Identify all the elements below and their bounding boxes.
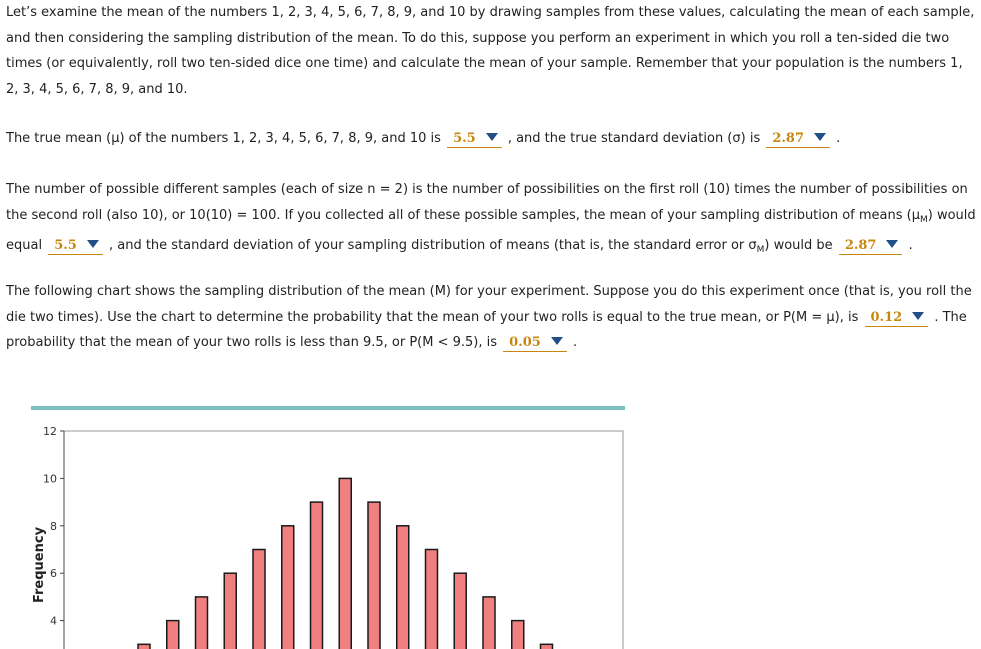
q2-text-a: The number of possible different samples (each of size n = 2) is the number of possibilities on the first roll (10) times the number of possibilities on the second roll (also 10), or 10(10) = 100. If you collected all of these possible samples, the mean of your sampling distribution of means (μ [6, 182, 968, 223]
y-tick-label: 8 [50, 519, 57, 533]
q3-text-b: . The probability that the mean of your two rolls is less than 9.5, or P(M < 9.5), is [6, 309, 967, 350]
bar-7.5 [483, 597, 495, 649]
bar-3 [224, 573, 236, 649]
true-mean-value: 5.5 [453, 131, 476, 146]
subscript-m: M [920, 214, 928, 225]
dropdown-arrow-icon [912, 312, 924, 320]
sampling-mean-value: 5.5 [54, 238, 77, 253]
q3-text-c: . [572, 335, 578, 350]
question-true-mean [6, 126, 976, 152]
bar-6 [397, 526, 409, 649]
bar-7 [454, 573, 466, 649]
bars [138, 478, 553, 649]
y-tick-label: 4 [50, 614, 57, 628]
q3-text-a: The following chart shows the sampling distribution of the mean (M) for your experiment. Suppose you do this experiment once (that is, you roll the die two times). Use the chart to determine the probability that the mean of your two rolls is equal to the true mean, or P(M = μ), is [6, 284, 972, 325]
bar-4.5 [311, 502, 323, 649]
prob-less-dropdown[interactable] [503, 334, 567, 352]
question-sampling-distribution [6, 177, 976, 264]
prob-equal-dropdown[interactable] [865, 309, 929, 327]
subscript-m: M [756, 245, 765, 255]
y-tick-label: 6 [50, 567, 57, 581]
true-sd-dropdown[interactable] [766, 130, 830, 148]
y-tick-label: 12 [43, 425, 57, 438]
bar-6.5 [426, 550, 438, 649]
bar-4 [282, 526, 294, 649]
prob-equal-value: 0.12 [870, 309, 903, 325]
standard-error-value: 2.87 [844, 238, 877, 253]
y-tick-label: 10 [43, 472, 57, 486]
bar-8.5 [541, 644, 553, 649]
q1-text-c: . [836, 131, 841, 146]
standard-error-dropdown[interactable] [839, 237, 903, 255]
dropdown-arrow-icon [87, 240, 99, 248]
sampling-mean-dropdown[interactable] [48, 237, 103, 255]
intro-paragraph: Let’s examine the mean of the numbers 1, 2, 3, 4, 5, 6, 7, 8, 9, and 10 by drawing samples from these values, calculating the mean of each sample, and then considering the sampling distribution of the mean. To do this, suppose you perform an experiment in which you roll a ten-sided die two times (or equivalently, roll two ten-sided dice one time) and calculate the mean of your sample. Remember that your population is the numbers 1, 2, 3, 4, 5, 6, 7, 8, 9, and 10. [6, 5, 975, 97]
q1-text-a: The true mean (μ) of the numbers 1, 2, 3, 4, 5, 6, 7, 8, 9, and 10 is [6, 131, 441, 146]
bar-1.5 [138, 644, 150, 649]
y-axis-label: Frequency [32, 526, 47, 604]
bar-5.5 [368, 502, 380, 649]
question-probability [6, 279, 976, 356]
bar-2.5 [196, 597, 208, 649]
sampling-distribution-chart [0, 395, 981, 649]
bar-8 [512, 621, 524, 649]
chart-top-rule [31, 406, 625, 410]
dropdown-arrow-icon [551, 337, 563, 345]
q1-text-b: , and the true standard deviation (σ) is [507, 131, 761, 146]
q2-text-b: ) would equal [6, 207, 976, 253]
q2-text-d: ) would be [764, 238, 833, 253]
bar-3.5 [253, 550, 265, 649]
dropdown-arrow-icon [886, 240, 898, 248]
true-mean-dropdown[interactable] [447, 130, 502, 148]
bar-2 [167, 621, 179, 649]
prob-less-value: 0.05 [509, 335, 541, 350]
q2-text-c: , and the standard deviation of your sampling distribution of means (that is, the standard error or σ [108, 238, 757, 253]
q2-text-e: . [908, 238, 913, 253]
dropdown-arrow-icon [486, 133, 498, 141]
bar-5 [339, 478, 351, 649]
true-sd-value: 2.87 [772, 131, 805, 146]
dropdown-arrow-icon [814, 133, 826, 141]
